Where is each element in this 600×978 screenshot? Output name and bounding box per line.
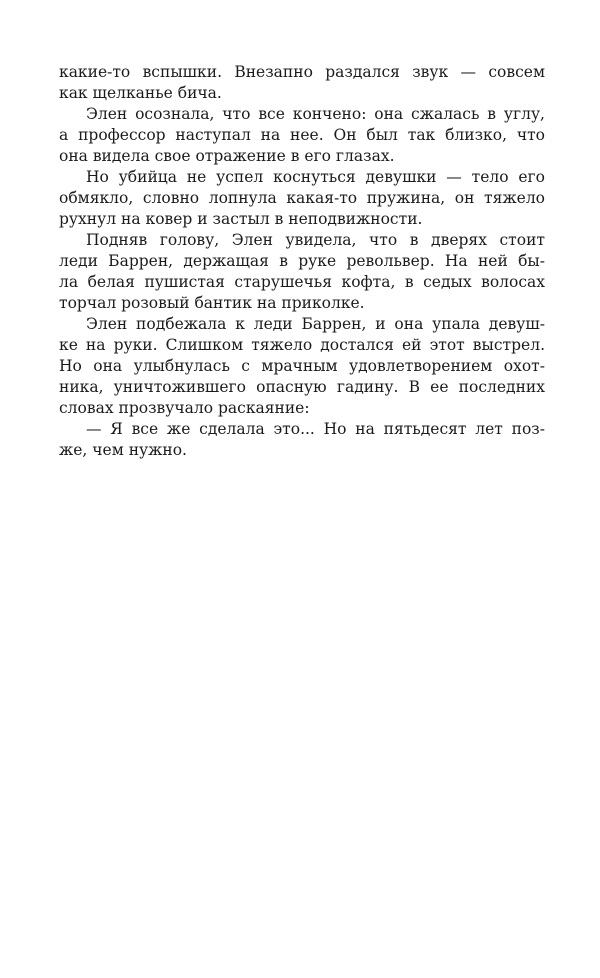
text-line: Элен подбежала к леди Баррен, и она упала девуш- bbox=[86, 315, 545, 333]
text-line: какие-то вспышки. Внезапно раздался звук — совсем bbox=[59, 63, 545, 81]
text-line: же, чем нужно. bbox=[59, 441, 187, 459]
text-line: словах прозвучало раскаяние: bbox=[59, 399, 310, 417]
page-body-text bbox=[59, 62, 545, 461]
text-line: — Я все же сделала это... Но на пятьдесят лет поз- bbox=[86, 420, 545, 438]
text-line: торчал розовый бантик на приколке. bbox=[59, 294, 365, 312]
text-line: Но она улыбнулась с мрачным удовлетворением охот- bbox=[59, 357, 545, 375]
text-line: а профессор наступал на нее. Он был так близко, что bbox=[59, 126, 545, 144]
text-line: ке на руки. Слишком тяжело достался ей этот выстрел. bbox=[59, 336, 545, 354]
text-line: леди Баррен, держащая в руке револьвер. На ней бы- bbox=[59, 252, 545, 270]
text-line: Подняв голову, Элен увидела, что в дверях стоит bbox=[86, 231, 545, 249]
text-line: Элен осознала, что все кончено: она сжалась в углу, bbox=[86, 105, 545, 123]
text-line: она видела свое отражение в его глазах. bbox=[59, 147, 395, 165]
text-line: Но убийца не успел коснуться девушки — тело его bbox=[86, 168, 545, 186]
text-line: рухнул на ковер и застыл в неподвижности. bbox=[59, 210, 423, 228]
text-line: как щелканье бича. bbox=[59, 84, 222, 102]
text-line: ника, уничтожившего опасную гадину. В ее последних bbox=[59, 378, 545, 396]
text-line: обмякло, словно лопнула какая-то пружина, он тяжело bbox=[59, 189, 545, 207]
text-line: ла белая пушистая старушечья кофта, в седых волосах bbox=[59, 273, 545, 291]
